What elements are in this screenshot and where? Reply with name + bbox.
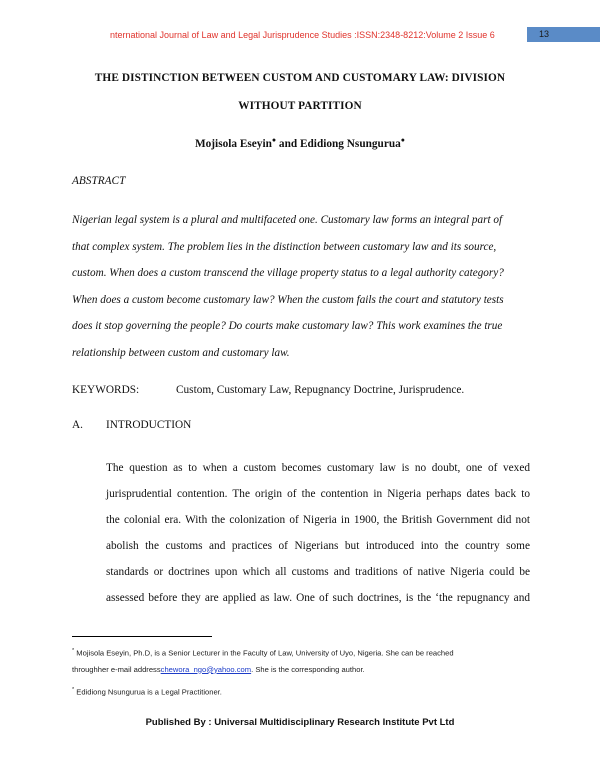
- paragraph-line: the colonial era. With the colonization of Nigeria in 1900, the British Government did not: [106, 514, 530, 527]
- author-line: [0, 136, 600, 150]
- article-title-line-2: WITHOUT PARTITION: [238, 100, 362, 112]
- footnote-1-text-cont: throughher e-mail address: [72, 664, 161, 674]
- abstract-line: Nigerian legal system is a plural and multifaceted one. Customary law forms an integral part of: [72, 214, 503, 226]
- abstract-line: does it stop governing the people? Do courts make customary law? This work examines the true: [72, 320, 503, 332]
- page-number-badge: 13: [527, 27, 600, 42]
- author-name-2: Edidiong Nsungurua: [299, 137, 401, 150]
- abstract-line: that complex system. The problem lies in the distinction between customary law and its source,: [72, 240, 497, 253]
- author-name-1: Mojisola Eseyin: [194, 137, 272, 150]
- paragraph-line: The question as to when a custom becomes customary law is no doubt, one of vexed: [106, 462, 530, 474]
- abstract-heading: ABSTRACT: [72, 175, 126, 187]
- footnote-2-text: Edidiong Nsungurua is a Legal Practitioner.: [76, 687, 222, 697]
- abstract-body: [72, 207, 532, 366]
- journal-header: nternational Journal of Law and Legal Jurisprudence Studies :ISSN:2348-8212:Volume 2 Issue 6: [110, 30, 495, 40]
- abstract-line: relationship between custom and customary law.: [72, 346, 290, 359]
- paragraph-line: abolish the customs and practices of Nigerians but introduced into the country some: [106, 540, 530, 553]
- footnote-divider: [72, 636, 212, 637]
- footnote-2-mark: *: [72, 687, 75, 693]
- author-email-link[interactable]: chewora_ngo@yahoo.com: [160, 664, 252, 674]
- footnote-1-text-end: . She is the corresponding author.: [251, 664, 365, 674]
- abstract-line: custom. When does a custom transcend the village property status to a legal authority category?: [72, 267, 504, 279]
- section-letter: A.: [72, 419, 83, 431]
- abstract-line: When does a custom become customary law? When the custom fails the court and statutory tests: [72, 293, 504, 306]
- footnote-1-text: Mojisola Eseyin, Ph.D, is a Senior Lecturer in the Faculty of Law, University of Uyo, Nigeria. She can be reached: [76, 648, 454, 658]
- author-footnote-mark-1: ●: [271, 136, 277, 144]
- paragraph-line: jurisprudential contention. The origin of the contention in Nigeria perhaps dates back to: [106, 488, 530, 501]
- keywords-label: KEYWORDS:: [72, 384, 140, 396]
- footnote-1-mark: *: [72, 648, 75, 654]
- keywords-text: Custom, Customary Law, Repugnancy Doctrine, Jurisprudence.: [176, 384, 465, 396]
- author-joiner: and: [276, 137, 300, 150]
- article-title-line-1: THE DISTINCTION BETWEEN CUSTOM AND CUSTOMARY LAW: DIVISION: [94, 72, 506, 84]
- footnote-1: [72, 643, 542, 678]
- publisher-footer: Published By : Universal Multidisciplinary Research Institute Pvt Ltd: [145, 717, 455, 728]
- author-footnote-mark-2: ●: [400, 136, 405, 144]
- paragraph-line: standards or doctrines upon which all customs and traditions of native Nigeria could be: [106, 566, 530, 579]
- paragraph-line: assessed before they are applied as law. One of such doctrines, is the ‘the repugnancy and: [106, 592, 530, 605]
- section-title: INTRODUCTION: [106, 419, 192, 431]
- introduction-paragraph: [106, 455, 530, 612]
- footnote-2: [72, 682, 542, 701]
